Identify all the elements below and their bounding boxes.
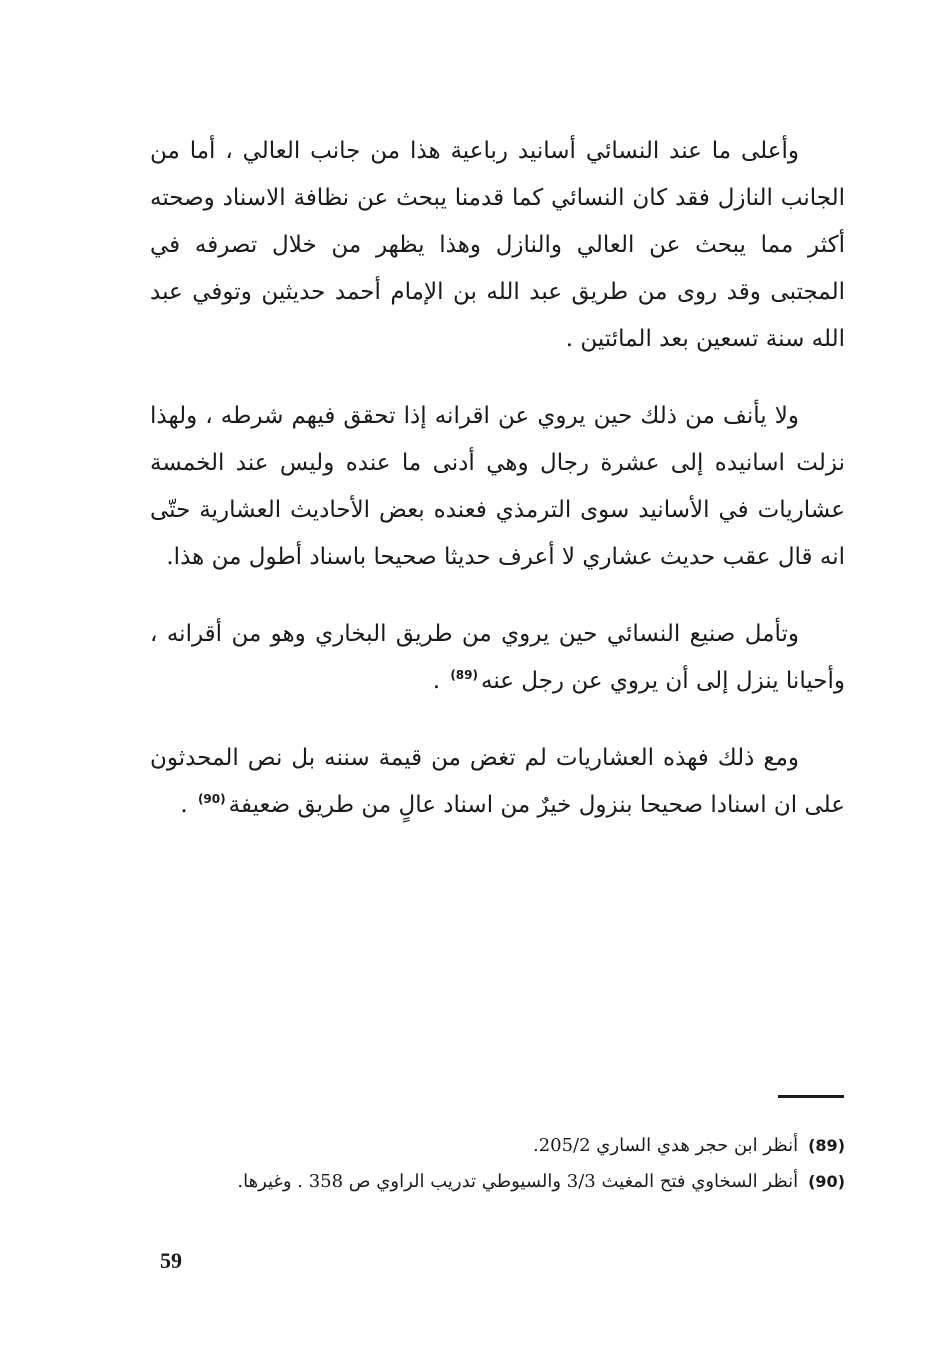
footnote-number: (90) — [808, 1172, 845, 1191]
footnotes — [150, 1128, 845, 1200]
paragraph-4-text: ومع ذلك فهذه العشاريات لم تغض من قيمة سننه بل نص المحدثون على ان اسنادا صحيحا بنزول خيرٌ من اسناد عالٍ من طريق ضعيفة — [150, 745, 845, 818]
footnote-ref-90[interactable]: (90) — [197, 792, 226, 807]
footnote-text: أنظر السخاوي فتح المغيث 3/3 والسيوطي تدريب الراوي ص 358 . وغيرها. — [237, 1171, 799, 1192]
paragraph-2 — [150, 393, 845, 581]
paragraph-3 — [150, 611, 845, 705]
footnote-text: أنظر ابن حجر هدي الساري 205/2. — [532, 1135, 799, 1156]
footnote-ref-89[interactable]: (89) — [450, 668, 478, 683]
footnote-number: (89) — [808, 1136, 845, 1155]
footnote-separator — [778, 1095, 844, 1098]
paragraph-3-text: وتأمل صنيع النسائي حين يروي من طريق البخاري وهو من أقرانه ، وأحيانا ينزل إلى أن يروي عن رجل عنه — [150, 621, 845, 694]
footnote-90 — [150, 1164, 845, 1200]
body-text — [150, 128, 845, 859]
paragraph-4 — [150, 735, 845, 829]
page-number: 59 — [160, 1248, 182, 1273]
paragraph-4-tail: . — [180, 792, 195, 818]
paragraph-1 — [150, 128, 845, 363]
footnote-89 — [150, 1128, 845, 1164]
paragraph-2-text: ولا يأنف من ذلك حين يروي عن اقرانه إذا تحقق فيهم شرطه ، ولهذا نزلت اسانيده إلى عشرة رجال وهي أدنى ما عنده وليس عند الخمسة عشاريات في الأسانيد سوى الترمذي فعنده بعض الأحاديث العشارية حتّى انه قال عقب حديث عشاري لا أعرف حديثا صحيحا باسناد أطول من هذا. — [150, 403, 845, 570]
paragraph-3-tail: . — [432, 668, 448, 694]
paragraph-1-text: وأعلى ما عند النسائي أسانيد رباعية هذا من جانب العالي ، أما من الجانب النازل فقد كان النسائي كما قدمنا يبحث عن نظافة الاسناد وصحته أكثر مما يبحث عن العالي والنازل وهذا يظهر من خلال تصرفه في المجتبى وقد روى من طريق عبد الله بن الإمام أحمد حديثين وتوفي عبد الله سنة تسعين بعد المائتين . — [150, 138, 845, 352]
